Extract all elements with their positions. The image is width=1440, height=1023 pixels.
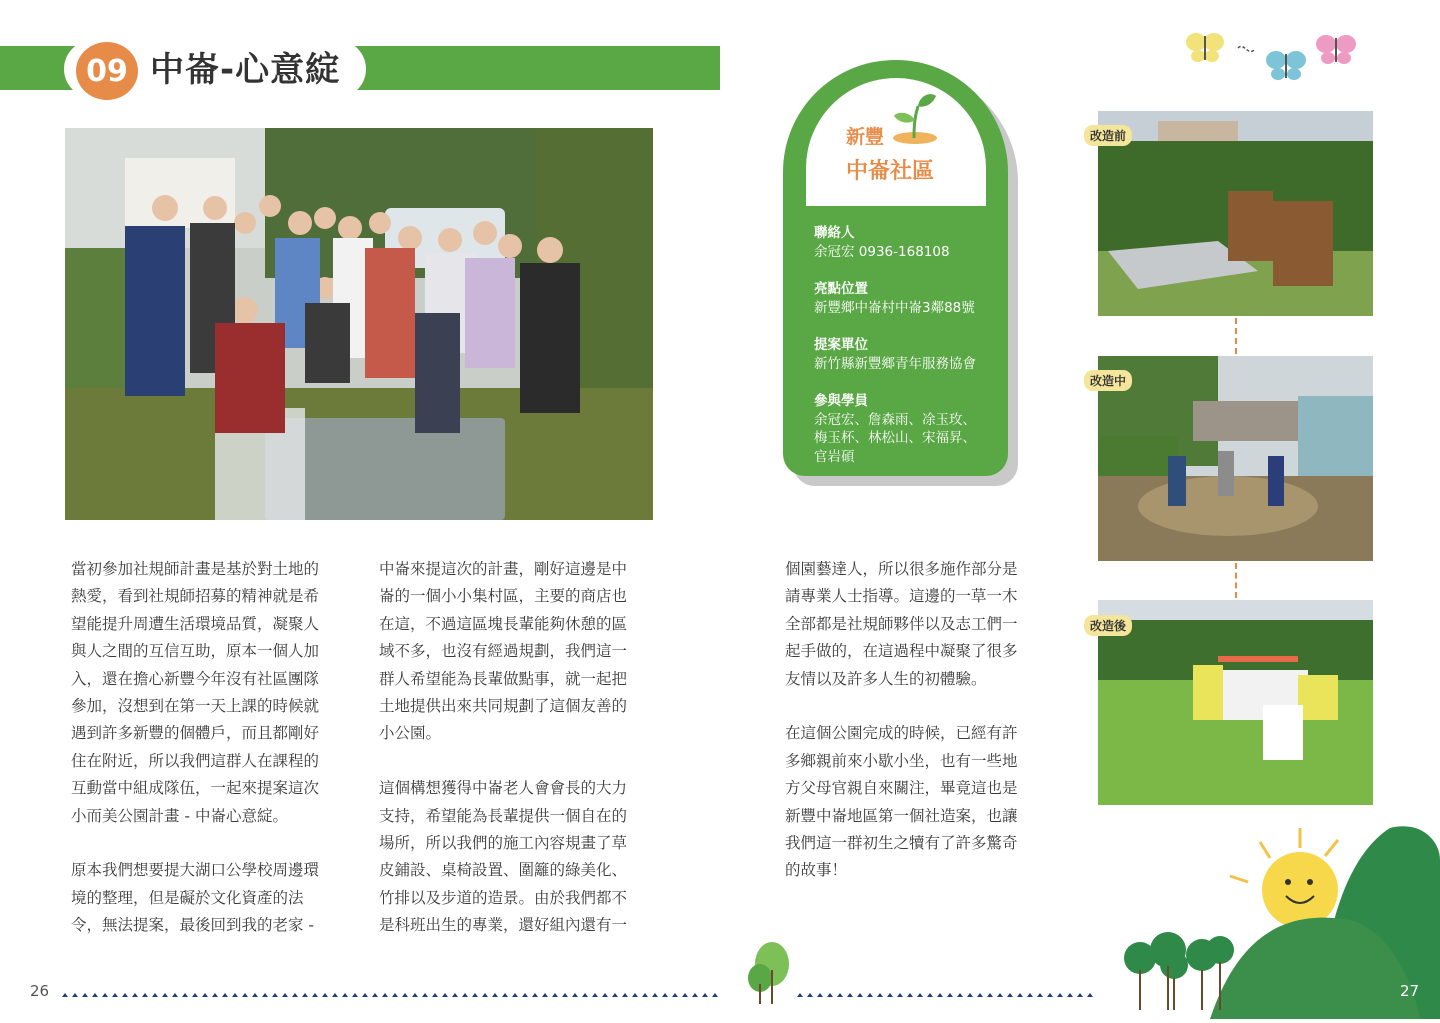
page-number-right: 27 bbox=[1400, 982, 1420, 1000]
contact-value: 余冠宏 0936-168108 bbox=[814, 243, 950, 260]
after-photo bbox=[1098, 600, 1373, 805]
butterflies-icon bbox=[1182, 26, 1362, 94]
stage-label-before: 改造前 bbox=[1084, 125, 1132, 146]
text-column-3 bbox=[785, 556, 1075, 885]
stage-connector bbox=[1235, 318, 1237, 354]
paragraph: 原本我們想要提大湖口公學校周邊環 境的整理，但是礙於文化資產的法 令，無法提案，最後回到我的老家 - bbox=[71, 861, 320, 935]
page-title: 中崙-心意綻 bbox=[150, 50, 341, 90]
page-number-left: 26 bbox=[30, 982, 50, 1000]
text-column-1 bbox=[71, 556, 361, 940]
stage-label-during: 改造中 bbox=[1084, 370, 1132, 391]
during-photo bbox=[1098, 356, 1373, 561]
group-photo bbox=[65, 128, 653, 520]
paragraph: 當初參加社規師計畫是基於對土地的 熱愛，看到社規師招募的精神就是希 望能提升周遭生活環境品質，凝聚人 與人之間的互信互助，原本一個人加 入，還在擔心新豐今年沒有社區團隊 參加，沒想到在第一天上課的時候就 遇到許多新豐的個體戶，而且都剛好 住在附近，所以我們這群人在課程的 互動當中組成隊伍，一起來提案這次 小而美公園計畫 - 中崙心意綻。 bbox=[71, 560, 320, 825]
before-photo bbox=[1098, 111, 1373, 316]
sprout-icon bbox=[890, 88, 940, 150]
paragraph: 中崙來提這次的計畫，剛好這邊是中 崙的一個小小集村區，主要的商店也 在這，不過這區塊長輩能夠休憩的區 域不多，也沒有經過規劃，我們這一 群人希望能為長輩做點事，就一起把 土地提供出來共同規劃了這個友善的 小公園。 bbox=[379, 560, 628, 743]
section-number-badge: 09 bbox=[76, 42, 138, 100]
paragraph: 這個構想獲得中崙老人會會長的大力 支持，希望能為長輩提供一個自在的 場所，所以我們的施工內容規畫了草 皮鋪設、桌椅設置、圍籬的綠美化、 竹排以及步道的造景。由於我們都不 是科班出生的專業，還好組內還有一 bbox=[379, 779, 628, 935]
proposer-value: 新竹縣新豐鄉青年服務協會 bbox=[814, 355, 976, 372]
members-label: 參與學員 bbox=[814, 393, 868, 409]
location-value: 新豐鄉中崙村中崙3鄰88號 bbox=[814, 299, 975, 316]
card-details bbox=[814, 224, 994, 485]
card-subtitle: 新豐 bbox=[846, 126, 885, 148]
stage-label-after: 改造後 bbox=[1084, 615, 1132, 636]
text-column-2 bbox=[379, 556, 669, 940]
card-community-name: 中崙社區 bbox=[846, 159, 935, 184]
footer-dot-rule-right bbox=[795, 987, 1095, 997]
stage-connector bbox=[1235, 563, 1237, 598]
footer-dot-rule-left bbox=[60, 987, 720, 997]
members-value: 余冠宏、詹森雨、凃玉玫、 梅玉杯、林松山、宋福昇、 官岩碩 bbox=[814, 411, 976, 465]
paragraph: 個園藝達人，所以很多施作部分是 請專業人士指導。這邊的一草一木 全部都是社規師夥伴以及志工們一 起手做的，在這過程中凝聚了很多 友情以及許多人生的初體驗。 bbox=[785, 560, 1018, 688]
landscape-illustration bbox=[1110, 820, 1440, 1023]
footer-tree-icon bbox=[742, 940, 796, 1012]
paragraph: 在這個公園完成的時候，已經有許 多鄉親前來小歇小坐，也有一些地 方父母官親自來關注，畢竟這也是 新豐中崙地區第一個社造案，也讓 我們這一群初生之犢有了許多驚奇 的故事！ bbox=[785, 724, 1018, 880]
proposer-label: 提案單位 bbox=[814, 337, 868, 353]
contact-label: 聯絡人 bbox=[814, 225, 855, 241]
location-label: 亮點位置 bbox=[814, 281, 868, 297]
